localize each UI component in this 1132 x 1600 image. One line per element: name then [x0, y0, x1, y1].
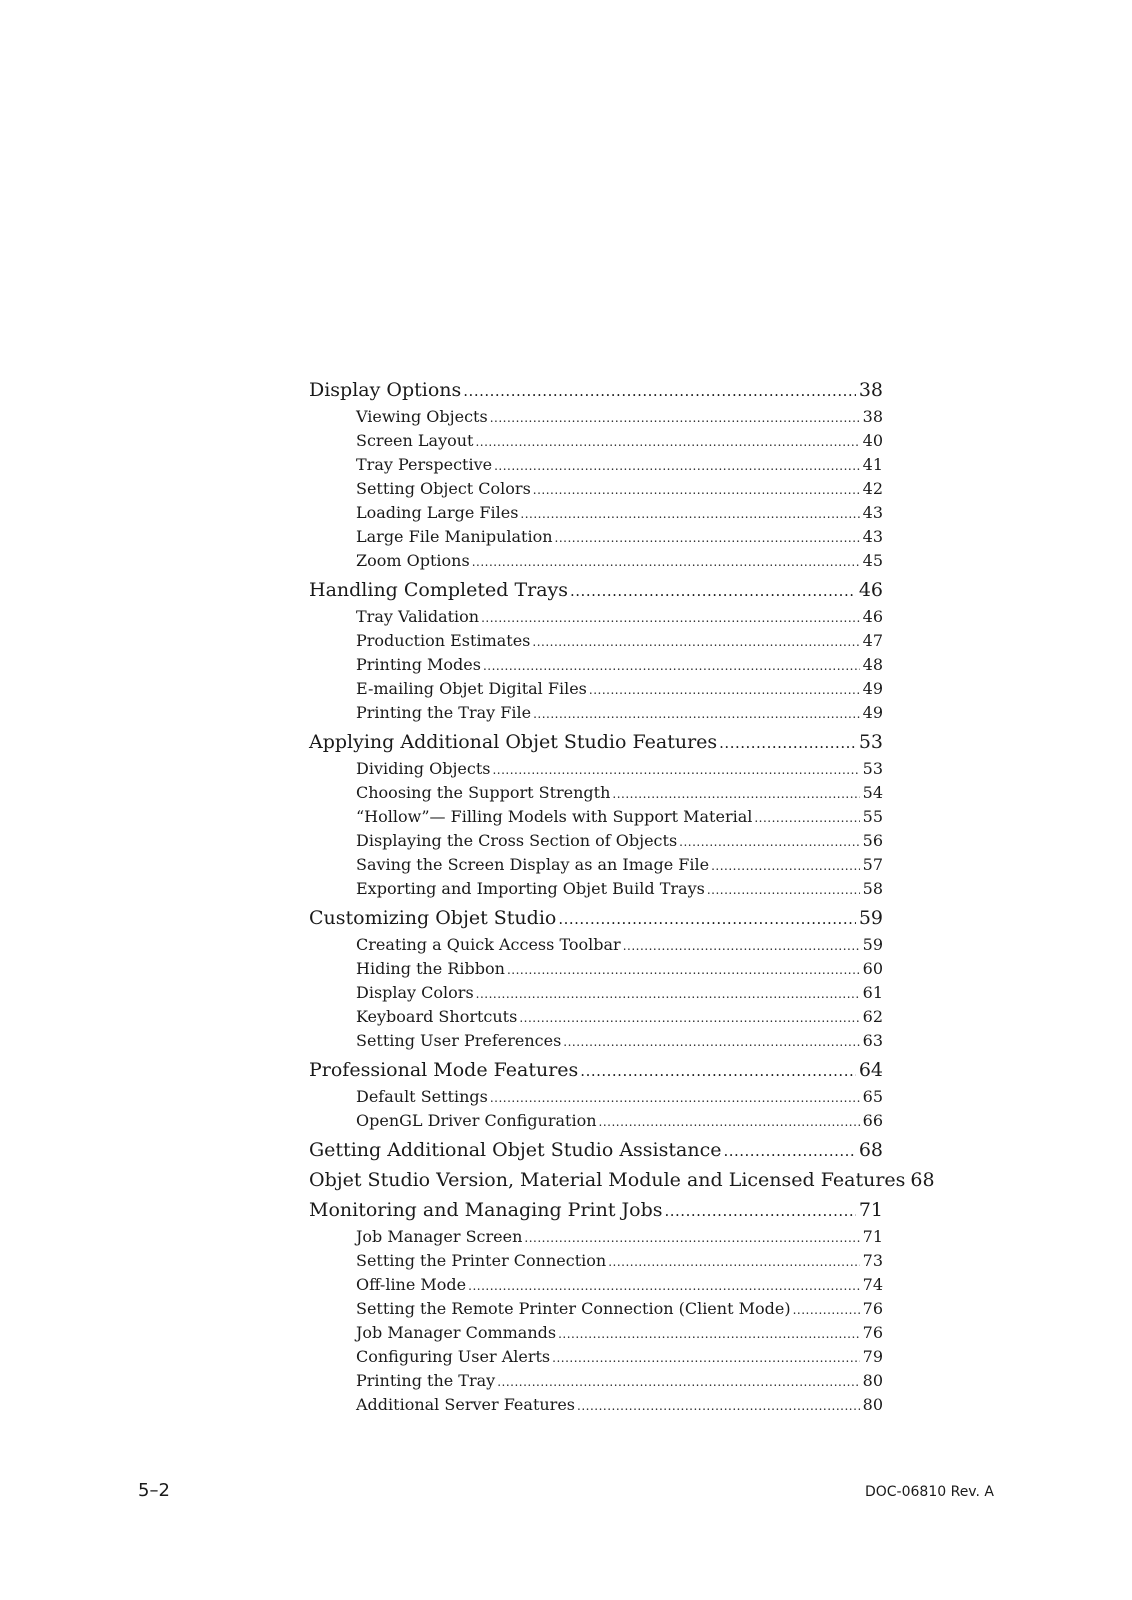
toc-subsection-entry — [309, 429, 883, 453]
toc-dot-leader — [558, 1322, 860, 1346]
toc-entry-page: 59 — [858, 907, 883, 929]
toc-entry-title: Handling Completed Trays — [309, 579, 569, 601]
toc-subsection-entry — [309, 933, 883, 957]
toc-entry-title: Printing Modes — [356, 655, 481, 674]
toc-dot-leader — [520, 502, 859, 526]
toc-entry-page: 63 — [862, 1031, 883, 1050]
toc-dot-leader — [533, 702, 860, 726]
toc-entry-title: Setting the Printer Connection — [356, 1251, 607, 1270]
toc-entry-page: 56 — [862, 831, 883, 850]
toc-dot-leader — [532, 630, 859, 654]
toc-entry-page: 74 — [862, 1275, 883, 1294]
toc-subsection-entry — [309, 1273, 883, 1297]
toc-subsection-entry — [309, 653, 883, 677]
toc-subsection-entry — [309, 629, 883, 653]
toc-dot-leader — [494, 454, 860, 478]
toc-entry-page: 68 — [910, 1169, 935, 1191]
toc-entry-page: 57 — [862, 855, 883, 874]
toc-subsection-entry — [309, 757, 883, 781]
toc-subsection-entry — [309, 877, 883, 901]
toc-entry-page: 46 — [858, 579, 883, 601]
toc-entry-page: 61 — [862, 983, 883, 1002]
toc-section-entry — [309, 1135, 883, 1165]
toc-dot-leader — [507, 958, 860, 982]
toc-entry-page: 71 — [858, 1199, 883, 1221]
toc-subsection-entry — [309, 805, 883, 829]
toc-entry-page: 66 — [862, 1111, 883, 1130]
toc-dot-leader — [754, 806, 859, 830]
toc-subsection-entry — [309, 1225, 883, 1249]
toc-subsection-entry — [309, 549, 883, 573]
toc-dot-leader — [552, 1346, 860, 1370]
toc-dot-leader — [472, 550, 860, 574]
toc-entry-title: Tray Validation — [356, 607, 480, 626]
toc-subsection-entry — [309, 501, 883, 525]
toc-entry-page: 59 — [862, 935, 883, 954]
toc-dot-leader — [723, 1136, 855, 1166]
toc-entry-page: 79 — [862, 1347, 883, 1366]
toc-entry-page: 58 — [862, 879, 883, 898]
toc-entry-title: Viewing Objects — [356, 407, 488, 426]
toc-dot-leader — [468, 1274, 860, 1298]
toc-entry-title: Display Colors — [356, 983, 474, 1002]
toc-entry-title: Keyboard Shortcuts — [356, 1007, 518, 1026]
toc-entry-page: 38 — [858, 379, 883, 401]
toc-section-entry — [309, 1165, 935, 1195]
toc-entry-page: 68 — [858, 1139, 883, 1161]
toc-dot-leader — [519, 1006, 859, 1030]
toc-entry-title: Tray Perspective — [356, 455, 493, 474]
toc-entry-page: 49 — [862, 703, 883, 722]
toc-dot-leader — [608, 1250, 859, 1274]
toc-subsection-entry — [309, 1109, 883, 1133]
toc-subsection-entry — [309, 605, 883, 629]
toc-subsection-entry — [309, 781, 883, 805]
toc-dot-leader — [711, 854, 860, 878]
toc-subsection-entry — [309, 829, 883, 853]
toc-dot-leader — [483, 654, 860, 678]
toc-entry-title: Dividing Objects — [356, 759, 491, 778]
toc-subsection-entry — [309, 1297, 883, 1321]
toc-entry-page: 62 — [862, 1007, 883, 1026]
toc-section-entry — [309, 575, 883, 605]
toc-entry-title: Default Settings — [356, 1087, 488, 1106]
toc-section-entry — [309, 375, 883, 405]
toc-subsection-entry — [309, 701, 883, 725]
toc-dot-leader — [719, 728, 856, 758]
toc-subsection-entry — [309, 981, 883, 1005]
toc-entry-title: Applying Additional Objet Studio Features — [309, 731, 718, 753]
toc-dot-leader — [481, 606, 860, 630]
toc-entry-title: Exporting and Importing Objet Build Trays — [356, 879, 705, 898]
toc-entry-page: 76 — [862, 1299, 883, 1318]
toc-entry-page: 73 — [862, 1251, 883, 1270]
toc-dot-leader — [490, 406, 860, 430]
toc-entry-title: Setting the Remote Printer Connection (Client Mode) — [356, 1299, 791, 1318]
toc-subsection-entry — [309, 477, 883, 501]
toc-entry-page: 46 — [862, 607, 883, 626]
toc-subsection-entry — [309, 405, 883, 429]
toc-subsection-entry — [309, 1393, 883, 1417]
toc-dot-leader — [665, 1196, 856, 1226]
toc-dot-leader — [623, 934, 860, 958]
toc-dot-leader — [558, 904, 855, 934]
toc-entry-title: OpenGL Driver Configuration — [356, 1111, 597, 1130]
toc-entry-page: 53 — [862, 759, 883, 778]
toc-entry-title: Creating a Quick Access Toolbar — [356, 935, 621, 954]
toc-subsection-entry — [309, 453, 883, 477]
toc-entry-title: Screen Layout — [356, 431, 474, 450]
toc-section-entry — [309, 903, 883, 933]
toc-entry-title: Setting User Preferences — [356, 1031, 562, 1050]
toc-subsection-entry — [309, 1345, 883, 1369]
toc-dot-leader — [707, 878, 860, 902]
toc-entry-page: 80 — [862, 1395, 883, 1414]
toc-entry-title: Printing the Tray File — [356, 703, 532, 722]
toc-entry-title: Customizing Objet Studio — [309, 907, 557, 929]
toc-subsection-entry — [309, 853, 883, 877]
toc-dot-leader — [524, 1226, 859, 1250]
toc-subsection-entry — [309, 1321, 883, 1345]
toc-dot-leader — [577, 1394, 860, 1418]
toc-entry-title: Printing the Tray — [356, 1371, 496, 1390]
toc-subsection-entry — [309, 957, 883, 981]
toc-dot-leader — [793, 1298, 860, 1322]
toc-entry-title: “Hollow”— Filling Models with Support Material — [356, 807, 753, 826]
toc-subsection-entry — [309, 525, 883, 549]
toc-entry-page: 53 — [858, 731, 883, 753]
toc-subsection-entry — [309, 1029, 883, 1053]
toc-dot-leader — [497, 1370, 859, 1394]
toc-dot-leader — [599, 1110, 860, 1134]
toc-dot-leader — [475, 430, 859, 454]
toc-dot-leader — [589, 678, 860, 702]
toc-entry-title: Job Manager Screen — [356, 1227, 523, 1246]
toc-entry-title: Hiding the Ribbon — [356, 959, 505, 978]
toc-subsection-entry — [309, 677, 883, 701]
toc-dot-leader — [580, 1056, 856, 1086]
table-of-contents — [309, 375, 935, 1419]
toc-dot-leader — [679, 830, 859, 854]
toc-entry-title: Setting Object Colors — [356, 479, 531, 498]
toc-section-entry — [309, 727, 883, 757]
toc-entry-title: Saving the Screen Display as an Image File — [356, 855, 710, 874]
toc-dot-leader — [563, 1030, 859, 1054]
toc-entry-title: Large File Manipulation — [356, 527, 553, 546]
toc-entry-page: 55 — [862, 807, 883, 826]
toc-entry-page: 71 — [862, 1227, 883, 1246]
toc-dot-leader — [533, 478, 860, 502]
toc-entry-page: 80 — [862, 1371, 883, 1390]
toc-entry-page: 41 — [862, 455, 883, 474]
toc-entry-page: 43 — [862, 527, 883, 546]
toc-dot-leader — [463, 376, 856, 406]
toc-section-entry — [309, 1195, 883, 1225]
toc-subsection-entry — [309, 1369, 883, 1393]
toc-entry-page: 49 — [862, 679, 883, 698]
toc-entry-page: 64 — [858, 1059, 883, 1081]
toc-entry-title: E-mailing Objet Digital Files — [356, 679, 587, 698]
toc-dot-leader — [555, 526, 860, 550]
toc-entry-title: Off-line Mode — [356, 1275, 467, 1294]
page-number: 5–2 — [138, 1480, 170, 1501]
toc-entry-page: 40 — [862, 431, 883, 450]
toc-entry-page: 65 — [862, 1087, 883, 1106]
toc-dot-leader — [570, 576, 856, 606]
toc-entry-title: Job Manager Commands — [356, 1323, 557, 1342]
toc-entry-title: Zoom Options — [356, 551, 470, 570]
toc-entry-page: 47 — [862, 631, 883, 650]
toc-entry-title: Displaying the Cross Section of Objects — [356, 831, 678, 850]
toc-entry-title: Objet Studio Version, Material Module and Licensed Features — [309, 1169, 906, 1191]
toc-entry-page: 48 — [862, 655, 883, 674]
toc-entry-title: Getting Additional Objet Studio Assistance — [309, 1139, 722, 1161]
toc-subsection-entry — [309, 1249, 883, 1273]
toc-entry-page: 43 — [862, 503, 883, 522]
toc-entry-title: Additional Server Features — [356, 1395, 575, 1414]
toc-entry-title: Monitoring and Managing Print Jobs — [309, 1199, 663, 1221]
toc-entry-page: 42 — [862, 479, 883, 498]
toc-entry-page: 45 — [862, 551, 883, 570]
toc-subsection-entry — [309, 1005, 883, 1029]
toc-entry-page: 54 — [862, 783, 883, 802]
document-id: DOC-06810 Rev. A — [864, 1484, 994, 1500]
toc-entry-title: Professional Mode Features — [309, 1059, 579, 1081]
toc-entry-title: Choosing the Support Strength — [356, 783, 611, 802]
toc-dot-leader — [492, 758, 859, 782]
toc-section-entry — [309, 1055, 883, 1085]
toc-entry-title: Loading Large Files — [356, 503, 519, 522]
toc-entry-title: Display Options — [309, 379, 462, 401]
toc-entry-title: Configuring User Alerts — [356, 1347, 551, 1366]
toc-dot-leader — [612, 782, 859, 806]
toc-dot-leader — [476, 982, 860, 1006]
toc-entry-page: 76 — [862, 1323, 883, 1342]
toc-dot-leader — [490, 1086, 860, 1110]
toc-entry-page: 38 — [862, 407, 883, 426]
toc-subsection-entry — [309, 1085, 883, 1109]
toc-entry-title: Production Estimates — [356, 631, 531, 650]
toc-entry-page: 60 — [862, 959, 883, 978]
